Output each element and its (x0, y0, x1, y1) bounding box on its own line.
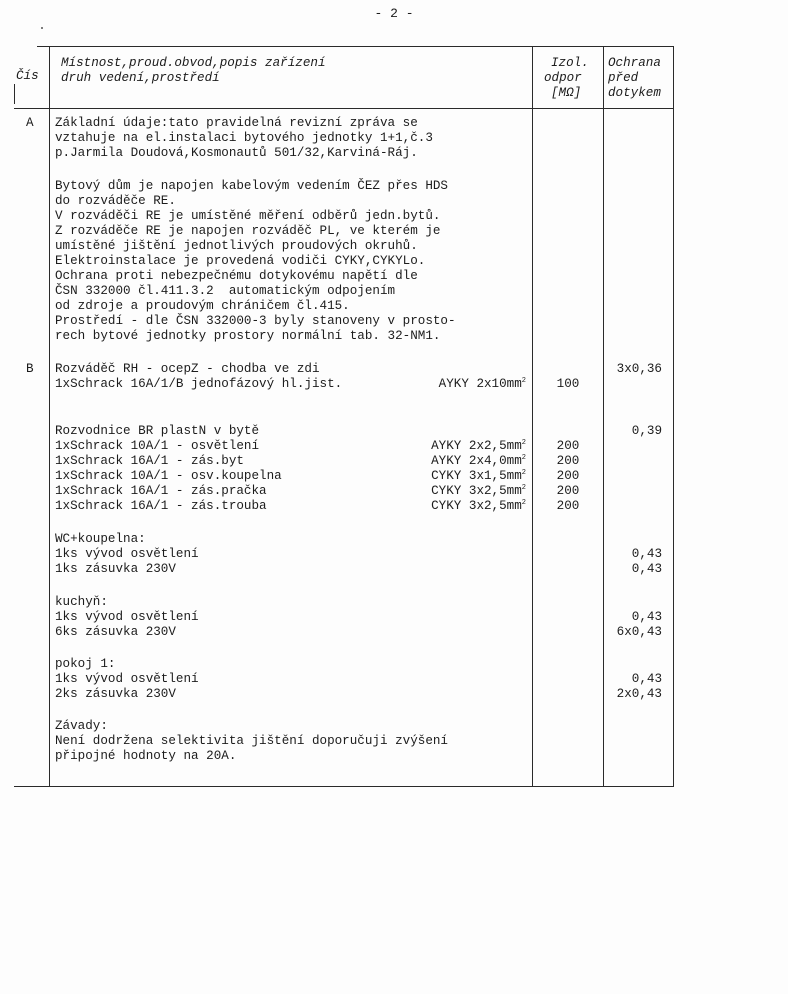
wc-item-desc: 1ks vývod osvětlení (55, 547, 199, 561)
header-col-ochr-1: Ochrana (608, 56, 661, 70)
kuch-item-ochr: 6x0,43 (616, 625, 662, 639)
kuch-item-desc: 6ks zásuvka 230V (55, 625, 176, 639)
rh-cable: AYKY $2x10mm^2$ (438, 377, 526, 391)
header-col-desc-1: Místnost,proud.obvod,popis zařízení (61, 56, 326, 70)
br-title: Rozvodnice BR plastN v bytě (55, 424, 260, 438)
wc-title: WC+koupelna: (55, 532, 146, 546)
br-ochr: 0,39 (631, 424, 662, 438)
section-a-line: Bytový dům je napojen kabelovým vedením ČEZ přes HDS (55, 179, 448, 193)
section-a-line: Základní údaje:tato pravidelná revizní zpráva se (55, 116, 418, 130)
section-a-line: Ochrana proti nebezpečnému dotykovému napětí dle (55, 269, 418, 283)
br-row-cable: CYKY $3x2,5mm^2$ (431, 484, 526, 498)
br-row-izol: 200 (556, 454, 580, 468)
col-izol-divider (603, 46, 604, 787)
header-col-izol-1: Izol. (551, 56, 589, 70)
section-a-line: Elektroinstalace je provedená vodiči CYKY,CYKYLo. (55, 254, 426, 268)
br-row-desc: 1xSchrack 16A/1 - zás.byt (55, 454, 244, 468)
header-col-izol-3: [MΩ] (551, 86, 582, 100)
br-row-izol: 200 (556, 439, 580, 453)
kuch-item-desc: 1ks vývod osvětlení (55, 610, 199, 624)
header-col-izol-2: odpor (544, 71, 582, 85)
zavady-line: připojné hodnoty na 20A. (55, 749, 237, 763)
br-row-desc: 1xSchrack 16A/1 - zás.trouba (55, 499, 267, 513)
br-row-izol: 200 (556, 469, 580, 483)
rh-title: Rozváděč RH - ocepZ - chodba ve zdi (55, 362, 320, 376)
section-a-label: A (26, 116, 34, 130)
br-row-cable: AYKY $2x4,0mm^2$ (431, 454, 526, 468)
section-a-line: umístěné jištění jednotlivých proudových okruhů. (55, 239, 418, 253)
section-b-label: B (26, 362, 34, 376)
section-a-line: do rozváděče RE. (55, 194, 176, 208)
br-row-cable: CYKY $3x1,5mm^2$ (431, 469, 526, 483)
header-col-ochr-3: dotykem (608, 86, 661, 100)
br-row-izol: 200 (556, 499, 580, 513)
section-a-line: rech bytové jednotky prostory normální tab. 32-NM1. (55, 329, 441, 343)
wc-item-desc: 1ks zásuvka 230V (55, 562, 176, 576)
br-row-desc: 1xSchrack 10A/1 - osv.koupelna (55, 469, 282, 483)
pokoj-title: pokoj 1: (55, 657, 116, 671)
rh-izol: 100 (556, 377, 580, 391)
br-row-desc: 1xSchrack 16A/1 - zás.pračka (55, 484, 267, 498)
table-right-border (673, 46, 674, 787)
br-row-cable: CYKY $3x2,5mm^2$ (431, 499, 526, 513)
header-col-no: Čís (16, 69, 39, 83)
col-no-divider (49, 46, 50, 787)
wc-item-ochr: 0,43 (631, 562, 662, 576)
section-a-line: Z rozváděče RE je napojen rozváděč PL, ve kterém je (55, 224, 441, 238)
zavady-title: Závady: (55, 719, 108, 733)
section-a-line: ČSN 332000 čl.411.3.2 automatickým odpojením (55, 284, 396, 298)
header-col-desc-2: druh vedení,prostředí (61, 71, 220, 85)
header-col-ochr-2: před (608, 71, 639, 85)
rh-ochr: 3x0,36 (616, 362, 662, 376)
pokoj-item-desc: 2ks zásuvka 230V (55, 687, 176, 701)
br-row-cable: AYKY $2x2,5mm^2$ (431, 439, 526, 453)
scan-dot (41, 27, 43, 29)
br-row-desc: 1xSchrack 10A/1 - osvětlení (55, 439, 260, 453)
page-number: - 2 - (374, 6, 414, 21)
section-a-line: V rozváděči RE je umístěné měření odběrů jedn.bytů. (55, 209, 441, 223)
kuch-title: kuchyň: (55, 595, 108, 609)
table-bottom-border (14, 786, 674, 787)
pokoj-item-ochr: 0,43 (631, 672, 662, 686)
section-a-line: vztahuje na el.instalaci bytového jednotky 1+1,č.3 (55, 131, 433, 145)
pokoj-item-desc: 1ks vývod osvětlení (55, 672, 199, 686)
section-a-line: Prostředí - dle ČSN 332000-3 byly stanoveny v prosto- (55, 314, 456, 328)
kuch-item-ochr: 0,43 (631, 610, 662, 624)
zavady-line: Není dodržena selektivita jištění doporučuji zvýšení (55, 734, 448, 748)
col-desc-divider (532, 46, 533, 787)
wc-item-ochr: 0,43 (631, 547, 662, 561)
br-row-izol: 200 (556, 484, 580, 498)
pokoj-item-ochr: 2x0,43 (616, 687, 662, 701)
header-bottom-border (14, 108, 674, 109)
section-a-line: od zdroje a proudovým chráničem čl.415. (55, 299, 350, 313)
section-a-line: p.Jarmila Doudová,Kosmonautů 501/32,Karviná-Ráj. (55, 146, 418, 160)
table-top-border (37, 46, 674, 47)
rh-breaker: 1xSchrack 16A/1/B jednofázový hl.jist. (55, 377, 343, 391)
col-no-left-border (14, 84, 15, 104)
